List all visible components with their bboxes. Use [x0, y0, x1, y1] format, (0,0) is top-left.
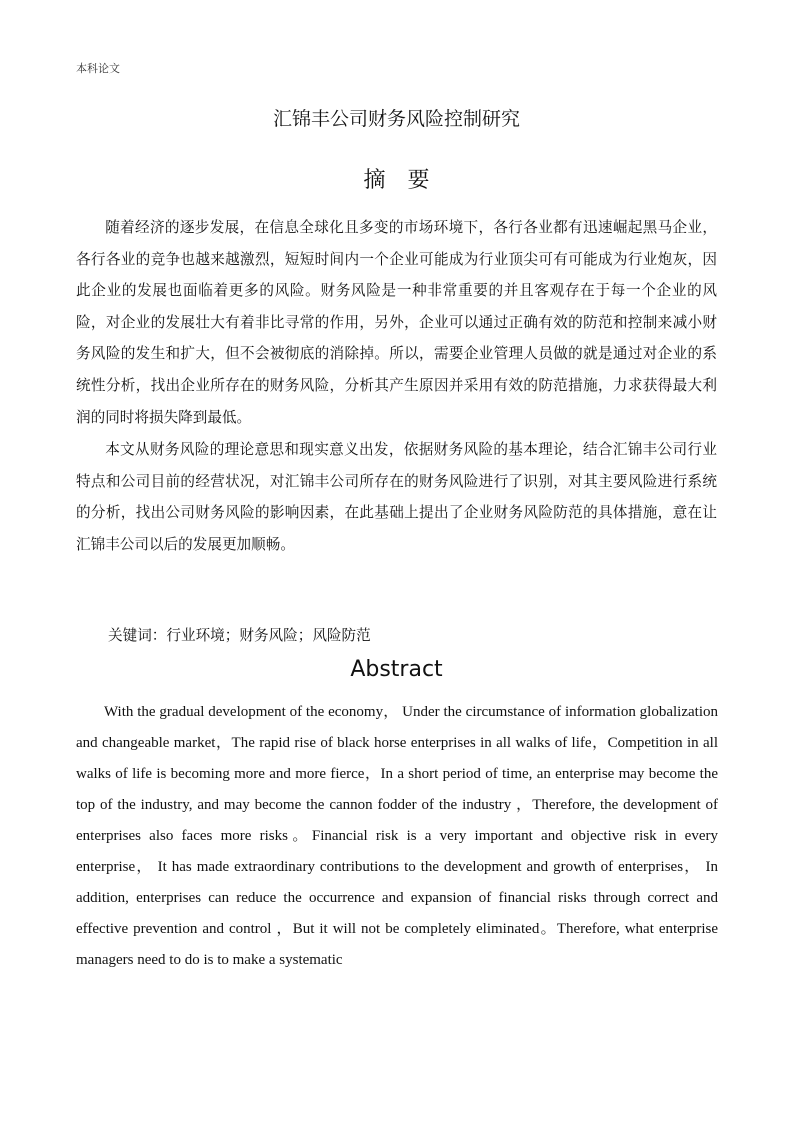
- header-divider: [76, 79, 717, 80]
- keywords-line: 关键词：行业环境；财务风险；风险防范: [108, 627, 371, 644]
- abstract-en-heading: Abstract: [350, 657, 443, 682]
- abstract-cn-paragraph: 本文从财务风险的理论意思和现实意义出发，依据财务风险的基本理论，结合汇锦丰公司行业特点和公司目前的经营状况，对汇锦丰公司所存在的财务风险进行了识别，对其主要风险进行系统的分析，找出公司财务风险的影响因素，在此基础上提出了企业财务风险防范的具体措施，意在让汇锦丰公司以后的发展更加顺畅。: [76, 441, 717, 553]
- abstract-cn-heading: 摘 要: [363, 168, 430, 193]
- abstract-cn-paragraph: 随着经济的逐步发展，在信息全球化且多变的市场环境下，各行各业都有迅速崛起黑马企业，各行各业的竞争也越来越激烈，短短时间内一个企业可能成为行业顶尖可有可能成为行业炮灰，因此企业的发展也面临着更多的风险。财务风险是一种非常重要的并且客观存在于每一个企业的风险，对企业的发展壮大有着非比寻常的作用，另外，企业可以通过正确有效的防范和控制来减小财务风险的发生和扩大，但不会被彻底的消除掉。所以，需要企业管理人员做的就是通过对企业的系统性分析，找出企业所存在的财务风险，分析其产生原因并采用有效的防范措施，力求获得最大利润的同时将损失降到最低。: [76, 219, 717, 426]
- header-label: 本科论文: [76, 62, 120, 75]
- thesis-title: 汇锦丰公司财务风险控制研究: [272, 108, 520, 130]
- abstract-en-paragraph: With the gradual development of the economy， Under the circumstance of information globalization and changeable market，The rapid rise of black horse enterprises in all walks of life，Competition in all walks of life is becoming more and more fierce，In a short period of time, an enterprise may become the top of the industry, and may become the cannon fodder of the industry ，Therefore, the development of enterprises also faces more risks。Financial risk is a very important and objective risk in every enterprise， It has made extraordinary contributions to the development and growth of enterprises， In addition, enterprises can reduce the occurrence and expansion of financial risks through correct and effective prevention and control ，But it will not be completely eliminated。Therefore, what enterprise managers need to do is to make a systematic: [76, 704, 718, 968]
